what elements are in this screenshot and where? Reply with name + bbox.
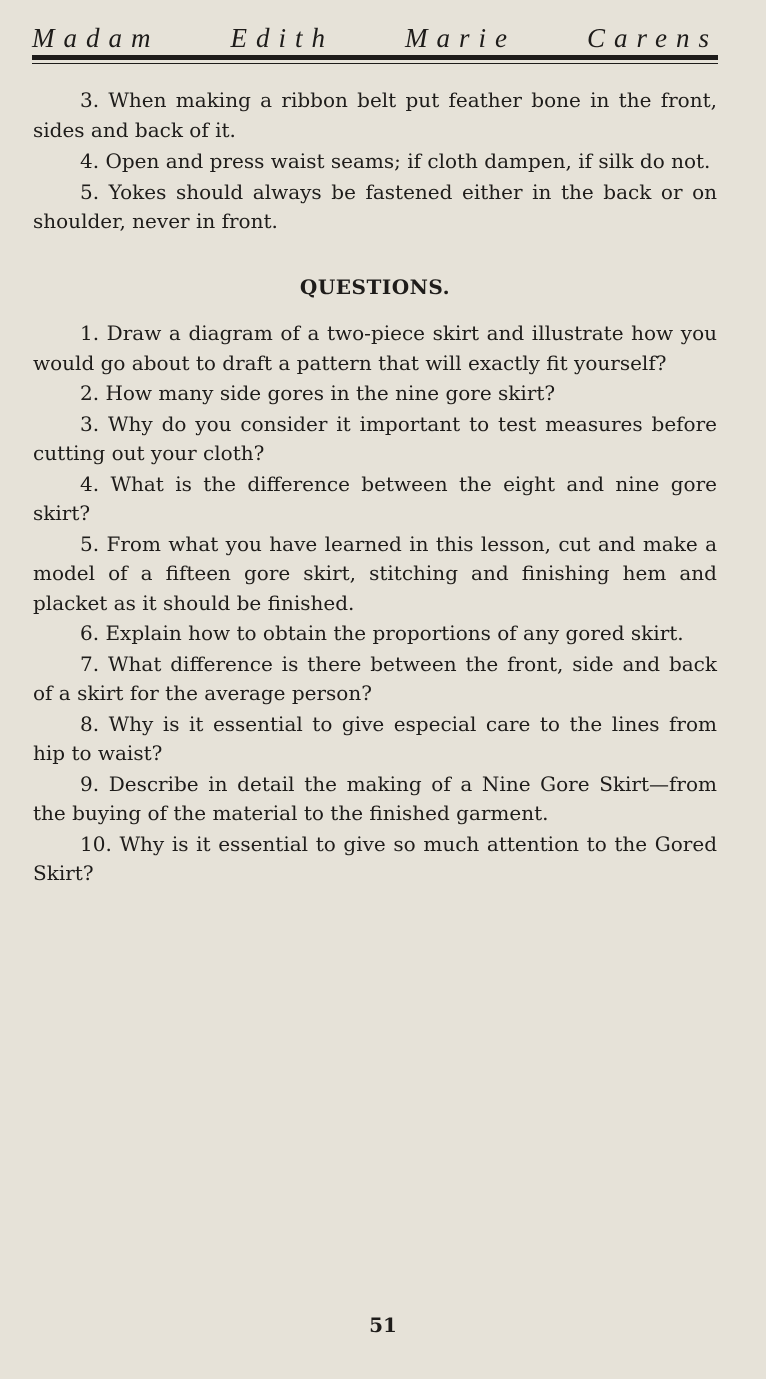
header-word: Marie [405,23,516,53]
header-rule-thin [32,63,718,64]
note-paragraph: 4. Open and press waist seams; if cloth dampen, if silk do not. [80,148,711,173]
question-paragraph: 10. Why is it essential to give so much attention to the Gored Skirt? [33,831,717,885]
header-rule-thick [32,55,718,60]
questions-heading: QUESTIONS. [299,274,451,299]
question-paragraph: 1. Draw a diagram of a two-piece skirt and illustrate how you would go about to draft a pattern that will exactly fit yourself? [33,321,717,375]
note-paragraph: 3. When making a ribbon belt put feather bone in the front, sides and back of it. [33,88,717,142]
question-paragraph: 2. How many side gores in the nine gore skirt? [80,381,556,405]
notes-list [33,86,717,237]
page-number: 51 [369,1313,397,1337]
questions-list [33,319,717,889]
question-paragraph: 8. Why is it essential to give especial care to the lines from hip to waist? [33,711,717,765]
running-header [32,18,718,58]
header-word: Madam [32,23,160,53]
question-paragraph: 4. What is the difference between the eight and nine gore skirt? [33,471,717,525]
note-paragraph: 5. Yokes should always be fastened either in the back or on shoulder, never in front. [33,179,717,233]
header-word: Carens [586,23,718,53]
question-paragraph: 7. What difference is there between the front, side and back of a skirt for the average person? [33,651,717,705]
question-paragraph: 9. Describe in detail the making of a Nine Gore Skirt—from the buying of the material to the finished garment. [33,771,717,825]
question-paragraph: 5. From what you have learned in this lesson, cut and make a model of a fifteen gore skirt, stitching and finishing hem and placket as it should be finished. [33,531,717,615]
question-paragraph: 3. Why do you consider it important to test measures before cutting out your cloth? [33,411,717,465]
question-paragraph: 6. Explain how to obtain the proportions of any gored skirt. [80,621,684,645]
page-body [33,86,717,890]
header-word: Edith [230,23,334,53]
